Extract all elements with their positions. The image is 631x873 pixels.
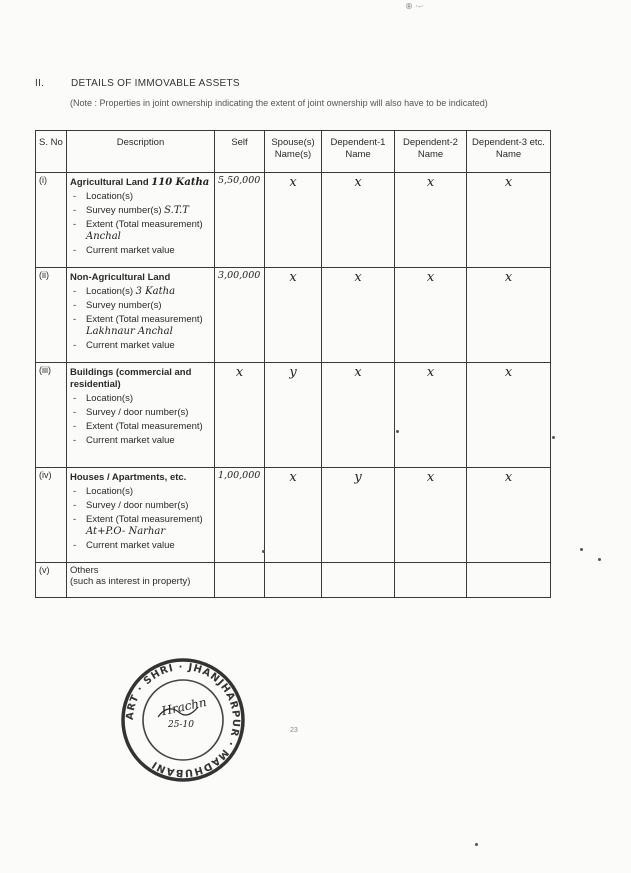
section-number: II. — [35, 78, 45, 89]
row-number: (v) — [36, 563, 67, 598]
self-value: 5,50,000 — [215, 173, 265, 268]
self-value: 3,00,000 — [215, 268, 265, 363]
row-number: (ii) — [36, 268, 67, 363]
row-title: Houses / Apartments, etc. — [70, 472, 187, 483]
dependent-2-value — [395, 563, 467, 598]
list-item: - Location(s) — [70, 393, 211, 406]
list-item: - Location(s) — [70, 191, 211, 204]
scan-speck — [580, 548, 583, 551]
row-number: (iii) — [36, 363, 67, 468]
dependent-1-value: y — [322, 468, 395, 563]
list-item: - Extent (Total measurement) Lakhnaur Anchal — [70, 314, 211, 339]
section-note: (Note : Properties in joint ownership indicating the extent of joint ownership will also have to be indicated) — [70, 98, 488, 108]
page-mark: 23 — [290, 727, 298, 734]
spouse-value — [265, 563, 322, 598]
dependent-3-value: x — [467, 468, 551, 563]
official-seal-stamp — [118, 655, 248, 785]
stamp-signature: Hrachn — [160, 695, 208, 719]
scan-speck — [396, 430, 399, 433]
dependent-1-value: x — [322, 173, 395, 268]
handwritten-note: 110 Katha — [151, 177, 210, 188]
table-row — [36, 363, 551, 468]
section-header — [35, 78, 240, 89]
section-title: DETAILS OF IMMOVABLE ASSETS — [71, 78, 240, 89]
header-dependent-3: Dependent-3 etc. Name — [467, 131, 551, 173]
table-row — [36, 468, 551, 563]
row-title: Buildings (commercial and residential) — [70, 367, 192, 390]
list-item: - Extent (Total measurement) — [70, 421, 211, 434]
row-title: Agricultural Land — [70, 177, 149, 188]
stamp-ring-text: ART · SHRI · JHANJHARPUR · MADHUBANI — [124, 661, 242, 779]
row-number: (i) — [36, 173, 67, 268]
scan-speck — [262, 550, 265, 553]
dependent-2-value: x — [395, 268, 467, 363]
list-item: - Survey number(s) S.T.T — [70, 205, 211, 218]
dependent-3-value: x — [467, 173, 551, 268]
header-dependent-2: Dependent-2 Name — [395, 131, 467, 173]
self-value: x — [215, 363, 265, 468]
list-item: - Current market value — [70, 340, 211, 353]
dependent-1-value: x — [322, 268, 395, 363]
row-description — [67, 563, 215, 598]
row-title: Non-Agricultural Land — [70, 272, 171, 283]
scan-speck — [552, 436, 555, 439]
row-title: Others — [70, 565, 99, 576]
row-number: (iv) — [36, 468, 67, 563]
list-item: - Extent (Total measurement) Anchal — [70, 219, 211, 244]
self-value: 1,00,000 — [215, 468, 265, 563]
self-value — [215, 563, 265, 598]
row-description — [67, 173, 215, 268]
list-item: - Survey number(s) — [70, 300, 211, 313]
table-row — [36, 268, 551, 363]
table-header-row — [36, 131, 551, 173]
scan-speck — [598, 558, 601, 561]
list-item: - Survey / door number(s) — [70, 407, 211, 420]
handwritten-note: At+P.O- Narhar — [86, 526, 166, 537]
header-description: Description — [67, 131, 215, 173]
list-item: - Location(s) — [70, 486, 211, 499]
dependent-1-value: x — [322, 363, 395, 468]
spouse-value: x — [265, 468, 322, 563]
list-item: - Survey / door number(s) — [70, 500, 211, 513]
table-row — [36, 173, 551, 268]
scan-speck — [475, 843, 478, 846]
header-spouse: Spouse(s) Name(s) — [265, 131, 322, 173]
table-row — [36, 563, 551, 598]
header-sno: S. No — [36, 131, 67, 173]
handwritten-note: Lakhnaur Anchal — [86, 326, 173, 337]
dependent-3-value — [467, 563, 551, 598]
list-item: - Current market value — [70, 245, 211, 258]
handwritten-note: 3 Katha — [135, 285, 176, 297]
dependent-1-value — [322, 563, 395, 598]
dependent-2-value: x — [395, 468, 467, 563]
dependent-3-value: x — [467, 268, 551, 363]
list-item: - Current market value — [70, 435, 211, 448]
dependent-2-value: x — [395, 363, 467, 468]
header-self: Self — [215, 131, 265, 173]
row-description — [67, 268, 215, 363]
top-scan-mark: ® ·-· — [405, 2, 424, 11]
spouse-value: x — [265, 173, 322, 268]
dependent-3-value: x — [467, 363, 551, 468]
handwritten-note: Anchal — [86, 231, 121, 242]
handwritten-note: S.T.T — [164, 204, 189, 216]
list-item: - Location(s) 3 Katha — [70, 286, 211, 299]
stamp-date: 25-10 — [168, 720, 194, 730]
list-item: - Current market value — [70, 540, 211, 553]
row-description — [67, 363, 215, 468]
spouse-value: y — [265, 363, 322, 468]
list-item: - Extent (Total measurement) At+P.O- Narhar — [70, 514, 211, 539]
row-subtitle: (such as interest in property) — [70, 576, 191, 587]
header-dependent-1: Dependent-1 Name — [322, 131, 395, 173]
immovable-assets-table — [35, 130, 551, 598]
dependent-2-value: x — [395, 173, 467, 268]
row-description — [67, 468, 215, 563]
spouse-value: x — [265, 268, 322, 363]
